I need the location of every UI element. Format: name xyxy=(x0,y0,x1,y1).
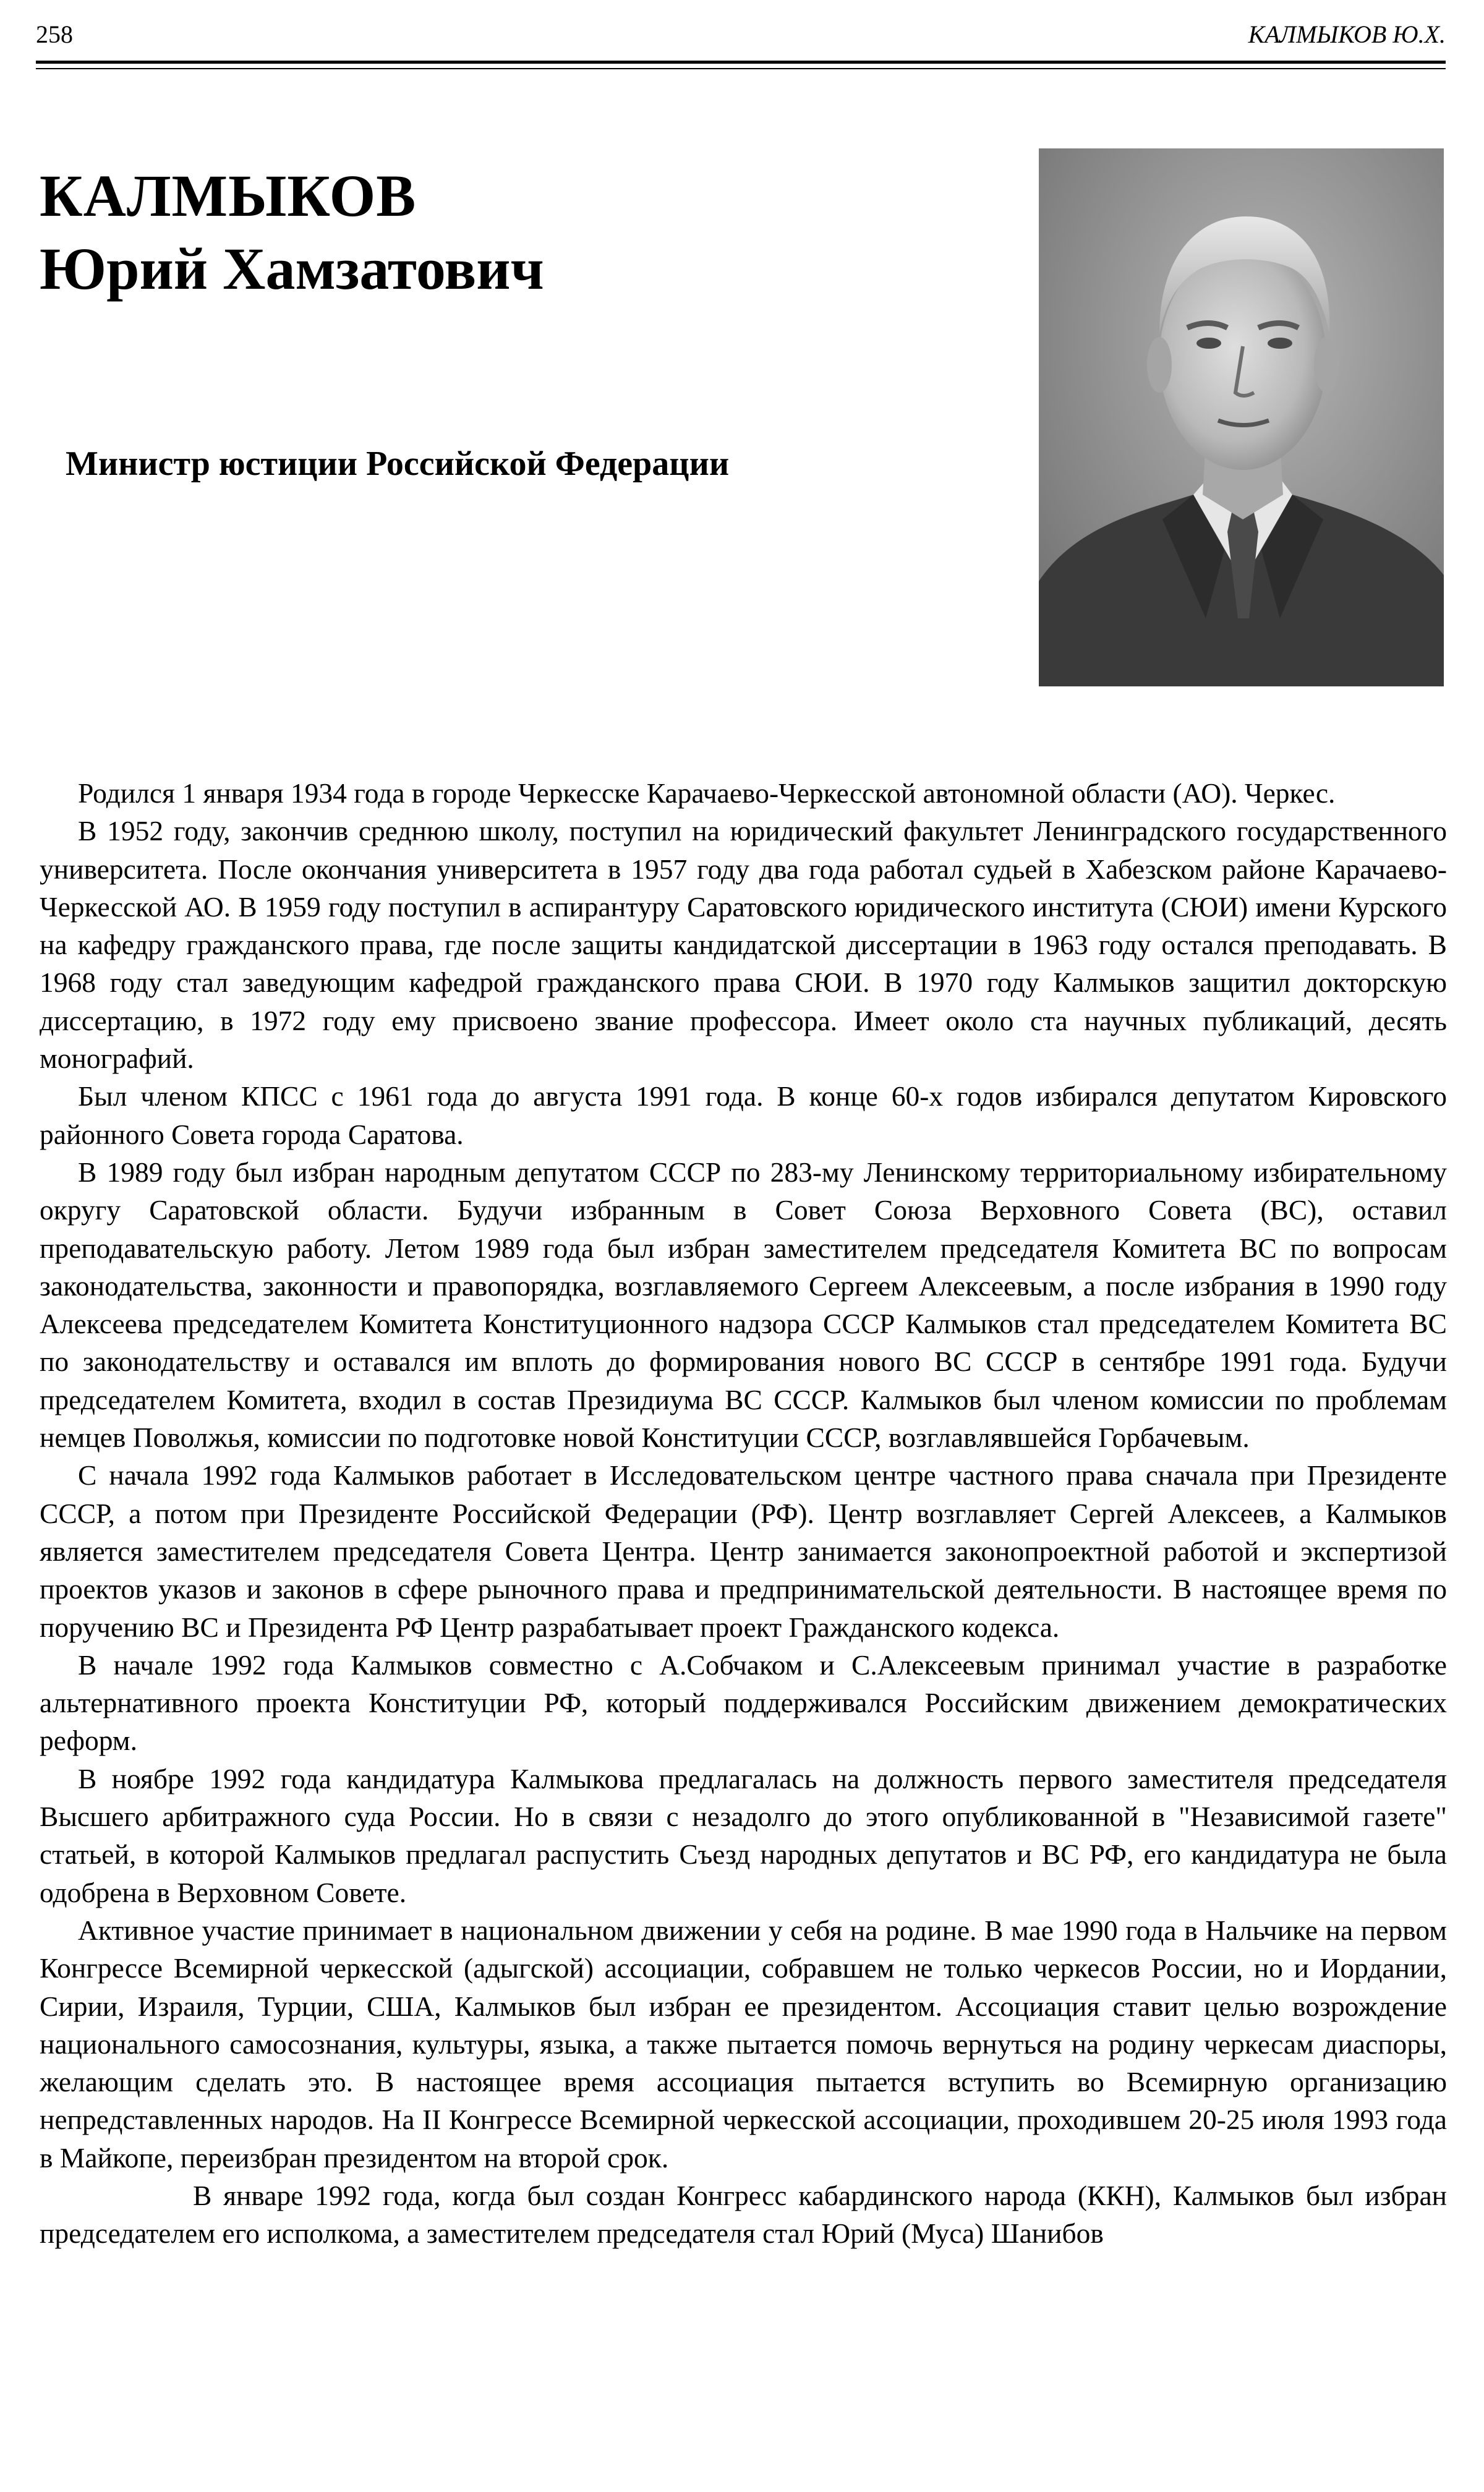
biography-paragraph: В 1989 году был избран народным депутатом СССР по 283-му Ленинскому территориальному избирательному округу Саратовской области. Будучи избранным в Совет Союза Верховного Совета (ВС), оставил преподавательскую работу. Летом 1989 года был избран заместителем председателя Комитета ВС по вопросам законодательства, законности и правопорядка, возглавляемого Сергеем Алексеевым, а после избрания в 1990 году Алексеева председателем Комитета Конституционного надзора СССР Калмыков стал председателем Комитета ВС по законодательству и оставался им вплоть до формирования нового ВС СССР в сентябре 1991 года. Будучи председателем Комитета, входил в состав Президиума ВС СССР. Калмыков был членом комиссии по проблемам немцев Поволжья, комиссии по подготовке новой Конституции СССР, возглавлявшейся Горбачевым. xyxy=(40,1156,1447,1454)
page-number: 258 xyxy=(36,20,73,48)
entry-position: Министр юстиции Российской Федерации xyxy=(66,445,730,483)
running-head: КАЛМЫКОВ Ю.Х. xyxy=(1248,20,1446,48)
entry-given-names: Юрий Хамзатович xyxy=(40,236,544,302)
header-rule-thin xyxy=(36,68,1446,69)
biography-paragraph: С начала 1992 года Калмыков работает в Исследовательском центре частного права сначала при Президенте СССР, а потом при Президенте Российской Федерации (РФ). Центр возглавляет Сергей Алексеев, а Калмыков является заместителем председателя Совета Центра. Центр занимается законопроектной работой и экспертизой проектов указов и законов в сфере рыночного права и предпринимательской деятельности. В настоящее время по поручению ВС и Президента РФ Центр разрабатывает проект Гражданского кодекса. xyxy=(40,1459,1447,1643)
biography-paragraph: В ноябре 1992 года кандидатура Калмыкова предлагалась на должность первого заместителя председателя Высшего арбитражного суда России. Но в связи с незадолго до этого опубликованной в "Независимой газете" статьей, в которой Калмыков предлагал распустить Съезд народных депутатов и ВС РФ, его кандидатура не была одобрена в Верховном Совете. xyxy=(40,1762,1447,1908)
page-header xyxy=(36,16,1446,53)
biography-text xyxy=(40,774,1447,2253)
header-rule-thick xyxy=(36,61,1446,64)
biography-paragraph: В начале 1992 года Калмыков совместно с А.Собчаком и С.Алексеевым принимал участие в разработке альтернативного проекта Конституции РФ, который поддерживался Российским движением демократических реформ. xyxy=(40,1649,1447,1757)
biography-paragraph: В 1952 году, закончив среднюю школу, поступил на юридический факультет Ленинградского государственного университета. После окончания университета в 1957 году два года работал судьей в Хабезском районе Карачаево-Черкесской АО. В 1959 году поступил в аспирантуру Саратовского юридического института (СЮИ) имени Курского на кафедру гражданского права, где после защиты кандидатской диссертации в 1963 году остался преподавать. В 1968 году стал заведующим кафедрой гражданского права СЮИ. В 1970 году Калмыков защитил докторскую диссертацию, в 1972 году ему присвоено звание профессора. Имеет около ста научных публикаций, десять монографий. xyxy=(40,815,1447,1075)
entry-surname: КАЛМЫКОВ xyxy=(40,163,417,229)
biography-paragraph: В январе 1992 года, когда был создан Конгресс кабардинского народа (ККН), Калмыков был избран председателем его исполкома, а заместителем председателя стал Юрий (Муса) Шанибов xyxy=(40,2179,1447,2250)
biography-paragraph: Активное участие принимает в национальном движении у себя на родине. В мае 1990 года в Нальчике на первом Конгрессе Всемирной черкесской (адыгской) ассоциации, собравшем не только черкесов России, но и Иордании, Сирии, Израиля, Турции, США, Калмыков был избран ее президентом. Ассоциация ставит целью возрождение национального самосознания, культуры, языка, а также пытается помочь вернуться на родину черкесам диаспоры, желающим сделать это. В настоящее время ассоциация пытается вступить во Всемирную организацию непредставленных народов. На II Конгрессе Всемирной черкесской ассоциации, проходившем 20-25 июля 1993 года в Майкопе, переизбран президентом на второй срок. xyxy=(40,1914,1447,2174)
biography-paragraph: Родился 1 января 1934 года в городе Черкесске Карачаево-Черкесской автономной области (АО). Черкес. xyxy=(78,777,1336,809)
portrait-photo xyxy=(1039,148,1444,686)
biography-paragraph: Был членом КПСС с 1961 года до августа 1991 года. В конце 60-х годов избирался депутатом Кировского районного Совета города Саратова. xyxy=(40,1080,1447,1150)
